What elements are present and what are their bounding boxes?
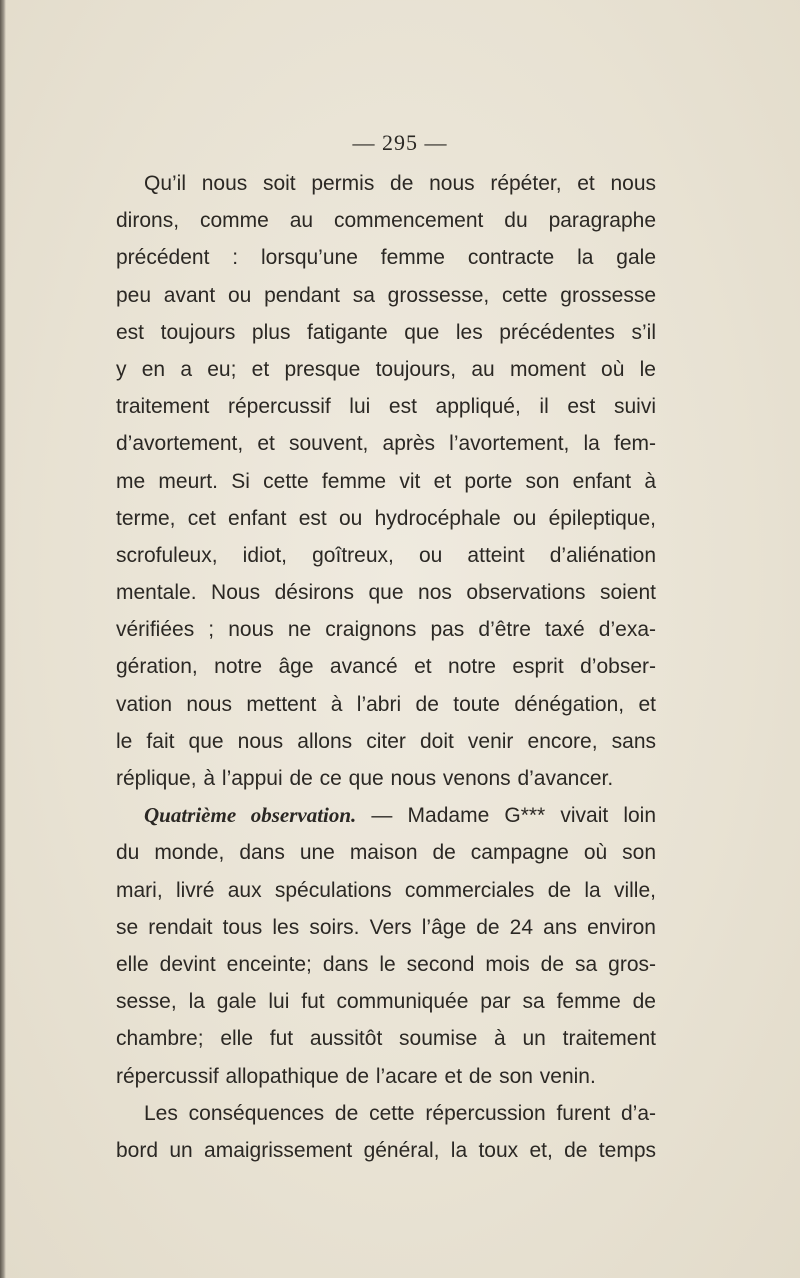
text-line: Qu’il nous soit permis de nous répéter, et nous [144,172,656,195]
text-line: est toujours plus fatigante que les précédentes s’il [116,320,656,344]
text-line: terme, cet enfant est ou hydrocéphale ou épileptique, [116,506,656,530]
text-line: dirons, comme au commencement du paragraphe [116,209,656,233]
text-line: répercussif allopathique de l’acare et de son venin. [116,1064,596,1088]
text-line: Les conséquences de cette répercussion furent d’a- [144,1101,656,1125]
text-line: elle devint enceinte; dans le second mois de sa gros- [116,952,656,976]
body-text [116,165,656,1169]
text-line: chambre; elle fut aussitôt soumise à un traitement [116,1027,656,1051]
text-line: réplique, à l’appui de ce que nous venons d’avancer. [116,767,614,790]
page-number: — 295 — [352,130,448,155]
text-line: me meurt. Si cette femme vit et porte son enfant à [116,469,656,493]
text-line: vérifiées ; nous ne craignons pas d’être taxé d’exa- [116,618,656,642]
text-line: scrofuleux, idiot, goîtreux, ou atteint d’aliénation [116,543,656,567]
page-binding-edge [0,0,6,1278]
observation-first-line: — Madame G*** vivait loin [356,804,657,828]
text-line: peu avant ou pendant sa grossesse, cette grossesse [116,283,656,307]
text-line: du monde, dans une maison de campagne où son [116,841,656,865]
text-line: précédent : lorsqu’une femme contracte la gale [116,246,656,270]
text-line: vation nous mettent à l’abri de toute dénégation, et [116,692,656,716]
text-line: mari, livré aux spéculations commerciales de la ville, [116,878,656,902]
text-line: traitement répercussif lui est appliqué, il est suivi [116,395,656,419]
text-line: le fait que nous allons citer doit venir encore, sans [116,729,656,753]
observation-heading-line [116,797,656,834]
text-line: gération, notre âge avancé et notre esprit d’obser- [116,655,656,679]
observation-title: Quatrième observation. [144,803,357,828]
text-line: sesse, la gale lui fut communiquée par sa femme de [116,990,656,1014]
text-line: se rendait tous les soirs. Vers l’âge de 24 ans environ [116,915,656,939]
text-line: d’avortement, et souvent, après l’avortement, la fem- [116,432,656,456]
text-line: y en a eu; et presque toujours, au moment où le [116,357,656,381]
text-line: bord un amaigrissement général, la toux et, de temps [116,1138,656,1162]
text-line: mentale. Nous désirons que nos observations soient [116,581,656,605]
